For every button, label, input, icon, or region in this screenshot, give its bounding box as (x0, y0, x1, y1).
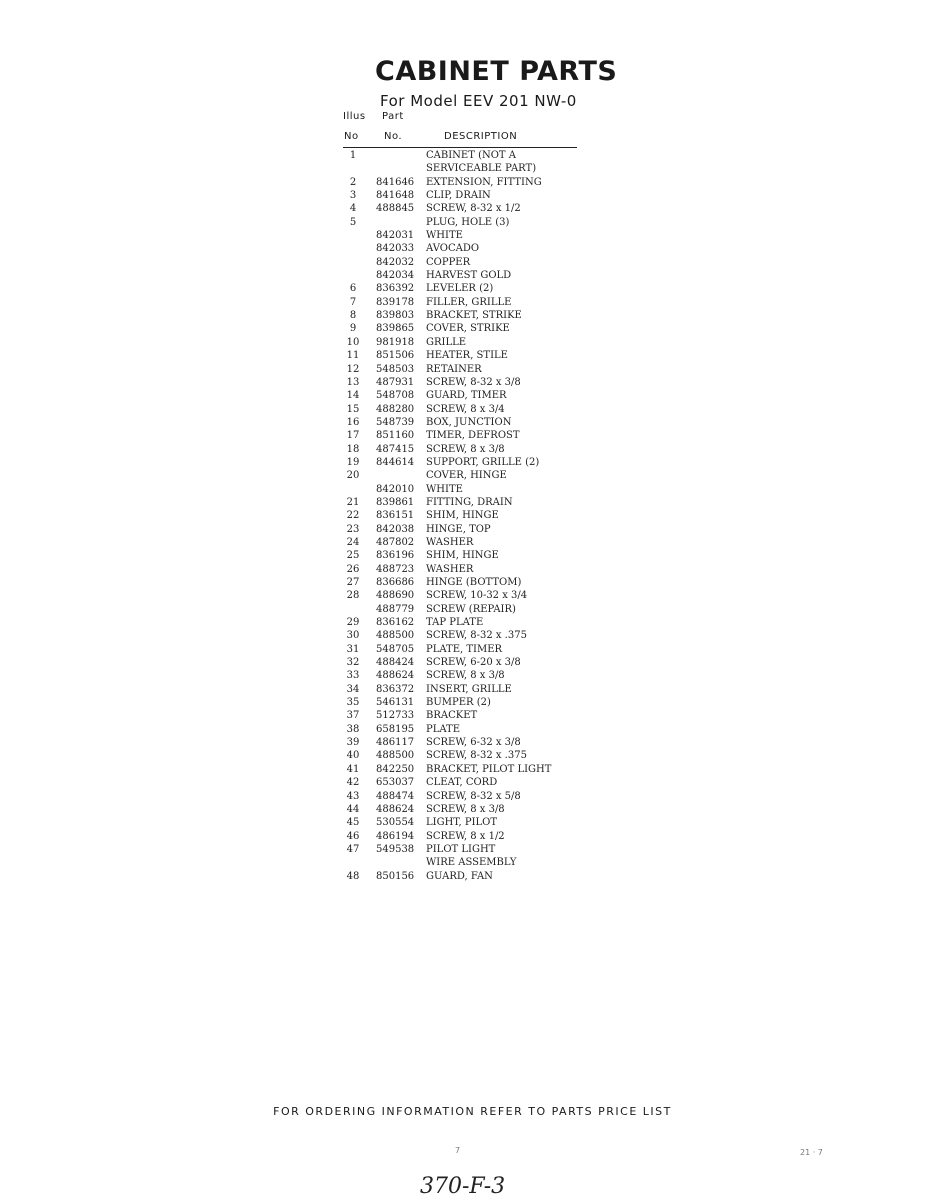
part-description: CABINET (NOT A (426, 150, 516, 161)
part-description: HINGE, TOP (426, 523, 491, 535)
part-number: 488779 (376, 603, 415, 615)
part-number: 841646 (376, 176, 415, 188)
part-number: 851506 (376, 350, 415, 362)
right-mark: 21 · 7 (800, 1148, 823, 1157)
part-description: COVER, STRIKE (426, 323, 510, 335)
part-description: SCREW, 8-32 x .375 (426, 630, 527, 642)
part-number: 836162 (376, 617, 415, 629)
part-row (343, 322, 583, 335)
illus-number: 41 (346, 763, 360, 775)
illus-number: 6 (349, 283, 357, 295)
illus-number: 19 (346, 456, 360, 468)
illus-number: 43 (346, 790, 360, 802)
part-row (343, 803, 583, 816)
part-description: SCREW, 8-32 x 1/2 (426, 203, 521, 215)
part-number: 488424 (376, 657, 415, 669)
part-row (343, 536, 583, 549)
part-number: 836686 (376, 577, 415, 588)
part-row (343, 683, 583, 696)
part-number: 653037 (376, 777, 415, 789)
part-row (343, 336, 583, 349)
part-row (343, 403, 583, 416)
part-description: PLATE, TIMER (426, 643, 503, 655)
illus-number: 2 (349, 176, 357, 188)
part-row (343, 616, 583, 629)
part-description: PLUG, HOLE (3) (426, 216, 510, 228)
part-row (343, 456, 583, 469)
part-number: 981918 (376, 336, 415, 348)
part-description: BRACKET, PILOT LIGHT (426, 763, 552, 775)
illus-number: 26 (346, 563, 360, 575)
part-description: PLATE (426, 723, 461, 735)
illus-number: 47 (346, 843, 360, 855)
illus-number: 34 (346, 683, 360, 695)
part-row (343, 736, 583, 749)
part-description: CLEAT, CORD (426, 777, 498, 789)
part-number: 842032 (376, 256, 415, 268)
illus-number: 45 (346, 817, 360, 829)
part-description: BRACKET (426, 710, 478, 722)
part-description: WHITE (426, 230, 463, 242)
part-description: EXTENSION, FITTING (426, 176, 542, 188)
part-number: 488723 (376, 563, 415, 575)
part-description: LEVELER (2) (426, 283, 494, 295)
part-row (343, 416, 583, 429)
part-row (343, 870, 583, 883)
part-row (343, 309, 583, 322)
part-description: PILOT LIGHT (426, 843, 496, 855)
part-description: TIMER, DEFROST (426, 430, 520, 442)
ordering-footer: FOR ORDERING INFORMATION REFER TO PARTS PRICE LIST (273, 1105, 672, 1118)
part-number: 844614 (376, 456, 415, 468)
part-row (343, 563, 583, 576)
part-number: 488624 (376, 670, 415, 682)
part-description: BUMPER (2) (426, 697, 491, 709)
part-number: 530554 (376, 817, 415, 829)
part-description: WHITE (426, 483, 463, 495)
part-row (343, 669, 583, 682)
illus-number: 17 (346, 430, 360, 442)
illus-number: 32 (346, 657, 360, 669)
part-number: 841648 (376, 190, 415, 202)
part-number: 548705 (376, 643, 415, 655)
part-description: HEATER, STILE (426, 350, 508, 362)
part-no-header: No. (384, 131, 403, 142)
illus-number: 9 (349, 323, 357, 335)
illus-number: 23 (346, 523, 360, 535)
part-number: 488280 (376, 403, 415, 415)
part-number: 488474 (376, 790, 415, 802)
illus-number: 35 (346, 697, 360, 709)
part-row (343, 496, 583, 509)
illus-number: 15 (346, 403, 360, 415)
part-number: 658195 (376, 723, 415, 735)
part-description: SCREW, 8 x 1/2 (426, 830, 505, 842)
part-number: 548708 (376, 390, 415, 402)
illus-number: 28 (346, 590, 360, 602)
part-description: FILLER, GRILLE (426, 296, 512, 308)
part-number: 842031 (376, 230, 415, 242)
illus-number: 30 (346, 630, 360, 642)
illus-number: 18 (346, 443, 360, 455)
illus-number: 14 (346, 390, 360, 402)
part-description: BRACKET, STRIKE (426, 310, 522, 322)
part-number: 842033 (376, 243, 415, 255)
part-row (343, 656, 583, 669)
part-description: RETAINER (426, 363, 482, 375)
part-description: SHIM, HINGE (426, 510, 499, 522)
part-number: 836372 (376, 683, 415, 695)
part-number: 487931 (376, 376, 415, 388)
part-description: WIRE ASSEMBLY (426, 857, 517, 869)
part-row (343, 856, 583, 869)
part-description: WASHER (426, 563, 474, 575)
illus-number: 42 (346, 777, 360, 789)
part-description: HARVEST GOLD (426, 270, 512, 282)
parts-list (343, 149, 583, 883)
illus-number: 48 (346, 870, 360, 882)
illus-number: 13 (346, 376, 360, 388)
part-row (343, 723, 583, 736)
part-description: COVER, HINGE (426, 470, 507, 482)
part-description: SCREW, 6-32 x 3/8 (426, 737, 521, 749)
handwritten-page-number: 370-F-3 (420, 1174, 506, 1199)
illus-number: 40 (346, 750, 360, 762)
part-description: HINGE (BOTTOM) (426, 577, 522, 588)
part-row (343, 576, 583, 589)
illus-number: 21 (346, 496, 360, 508)
part-row (343, 643, 583, 656)
part-description: SCREW, 8 x 3/8 (426, 443, 505, 455)
illus-number: 44 (346, 803, 360, 815)
part-row (343, 509, 583, 522)
part-row (343, 696, 583, 709)
part-number: 486117 (376, 737, 415, 749)
illus-number: 39 (346, 737, 360, 749)
illus-no-header: No (344, 131, 359, 142)
part-row (343, 389, 583, 402)
part-number: 836196 (376, 550, 415, 562)
part-row (343, 256, 583, 269)
part-description: SCREW, 8 x 3/8 (426, 803, 505, 815)
part-header: Part (382, 111, 404, 122)
illus-number: 4 (349, 203, 357, 215)
part-number: 839803 (376, 310, 415, 322)
illus-number: 38 (346, 723, 360, 735)
part-row (343, 202, 583, 215)
illus-number: 11 (346, 350, 360, 362)
part-number: 549538 (376, 843, 415, 855)
part-description: SCREW, 8-32 x 3/8 (426, 376, 521, 388)
illus-header: Illus (343, 111, 366, 122)
part-row (343, 149, 583, 162)
part-number: 546131 (376, 697, 415, 709)
part-row (343, 363, 583, 376)
illus-number: 29 (346, 617, 360, 629)
part-description: SUPPORT, GRILLE (2) (426, 456, 540, 468)
part-number: 488624 (376, 803, 415, 815)
illus-number: 1 (349, 150, 357, 161)
model-subtitle: For Model EEV 201 NW-0 (380, 92, 577, 110)
part-number: 839861 (376, 496, 415, 508)
part-number: 842034 (376, 270, 415, 282)
part-description: GRILLE (426, 336, 467, 348)
illus-number: 33 (346, 670, 360, 682)
illus-number: 20 (346, 470, 360, 482)
part-number: 842038 (376, 523, 415, 535)
illus-number: 25 (346, 550, 360, 562)
part-row (343, 603, 583, 616)
part-description: WASHER (426, 536, 474, 548)
part-description: AVOCADO (426, 243, 480, 255)
illus-number: 10 (346, 336, 360, 348)
part-row (343, 216, 583, 229)
part-row (343, 749, 583, 762)
part-description: SCREW (REPAIR) (426, 603, 516, 615)
part-number: 488500 (376, 750, 415, 762)
part-description: GUARD, FAN (426, 870, 493, 882)
part-row (343, 242, 583, 255)
part-row (343, 589, 583, 602)
part-number: 548739 (376, 416, 415, 428)
part-description: SCREW, 10-32 x 3/4 (426, 590, 528, 602)
part-row (343, 816, 583, 829)
part-row (343, 629, 583, 642)
part-description: INSERT, GRILLE (426, 683, 512, 695)
part-row (343, 830, 583, 843)
part-row (343, 229, 583, 242)
part-row (343, 483, 583, 496)
part-description: FITTING, DRAIN (426, 496, 513, 508)
illus-number: 3 (349, 190, 357, 202)
part-description: SCREW, 8 x 3/8 (426, 670, 505, 682)
illus-number: 8 (349, 310, 357, 322)
part-row (343, 176, 583, 189)
part-number: 842010 (376, 483, 415, 495)
illus-number: 31 (346, 643, 360, 655)
part-row (343, 162, 583, 175)
part-row (343, 763, 583, 776)
part-row (343, 549, 583, 562)
page-title: CABINET PARTS (375, 56, 618, 87)
part-number: 851160 (376, 430, 415, 442)
illus-number: 7 (349, 296, 357, 308)
part-description: SCREW, 8-32 x 5/8 (426, 790, 521, 802)
illus-number: 37 (346, 710, 360, 722)
part-number: 836151 (376, 510, 415, 522)
part-description: COPPER (426, 256, 471, 268)
illus-number: 46 (346, 830, 360, 842)
part-number: 836392 (376, 283, 415, 295)
illus-number: 27 (346, 577, 360, 588)
part-row (343, 282, 583, 295)
part-description: SHIM, HINGE (426, 550, 499, 562)
part-row (343, 269, 583, 282)
part-row (343, 296, 583, 309)
illus-number: 16 (346, 416, 360, 428)
part-description: LIGHT, PILOT (426, 817, 498, 829)
illus-number: 22 (346, 510, 360, 522)
part-number: 850156 (376, 870, 415, 882)
part-number: 839178 (376, 296, 415, 308)
header-rule (343, 147, 577, 148)
illus-number: 24 (346, 536, 360, 548)
part-row (343, 709, 583, 722)
part-row (343, 349, 583, 362)
part-description: GUARD, TIMER (426, 390, 507, 402)
part-number: 512733 (376, 710, 415, 722)
part-description: TAP PLATE (426, 617, 484, 629)
part-row (343, 790, 583, 803)
part-number: 842250 (376, 763, 415, 775)
part-description: BOX, JUNCTION (426, 416, 512, 428)
illus-number: 12 (346, 363, 360, 375)
part-number: 487415 (376, 443, 415, 455)
description-header: DESCRIPTION (444, 131, 518, 142)
part-description: SERVICEABLE PART) (426, 163, 537, 175)
part-description: SCREW, 6-20 x 3/8 (426, 657, 521, 669)
part-row (343, 443, 583, 456)
illus-number: 5 (349, 216, 357, 228)
part-number: 548503 (376, 363, 415, 375)
part-row (343, 376, 583, 389)
part-number: 486194 (376, 830, 415, 842)
part-number: 488845 (376, 203, 415, 215)
center-mark: 7 (455, 1146, 461, 1155)
part-number: 839865 (376, 323, 415, 335)
part-row (343, 523, 583, 536)
part-number: 488690 (376, 590, 415, 602)
part-description: SCREW, 8 x 3/4 (426, 403, 505, 415)
part-description: SCREW, 8-32 x .375 (426, 750, 527, 762)
part-number: 488500 (376, 630, 415, 642)
part-row (343, 776, 583, 789)
part-description: CLIP, DRAIN (426, 190, 491, 202)
part-number: 487802 (376, 536, 415, 548)
part-row (343, 843, 583, 856)
part-row (343, 429, 583, 442)
part-row (343, 469, 583, 482)
part-row (343, 189, 583, 202)
